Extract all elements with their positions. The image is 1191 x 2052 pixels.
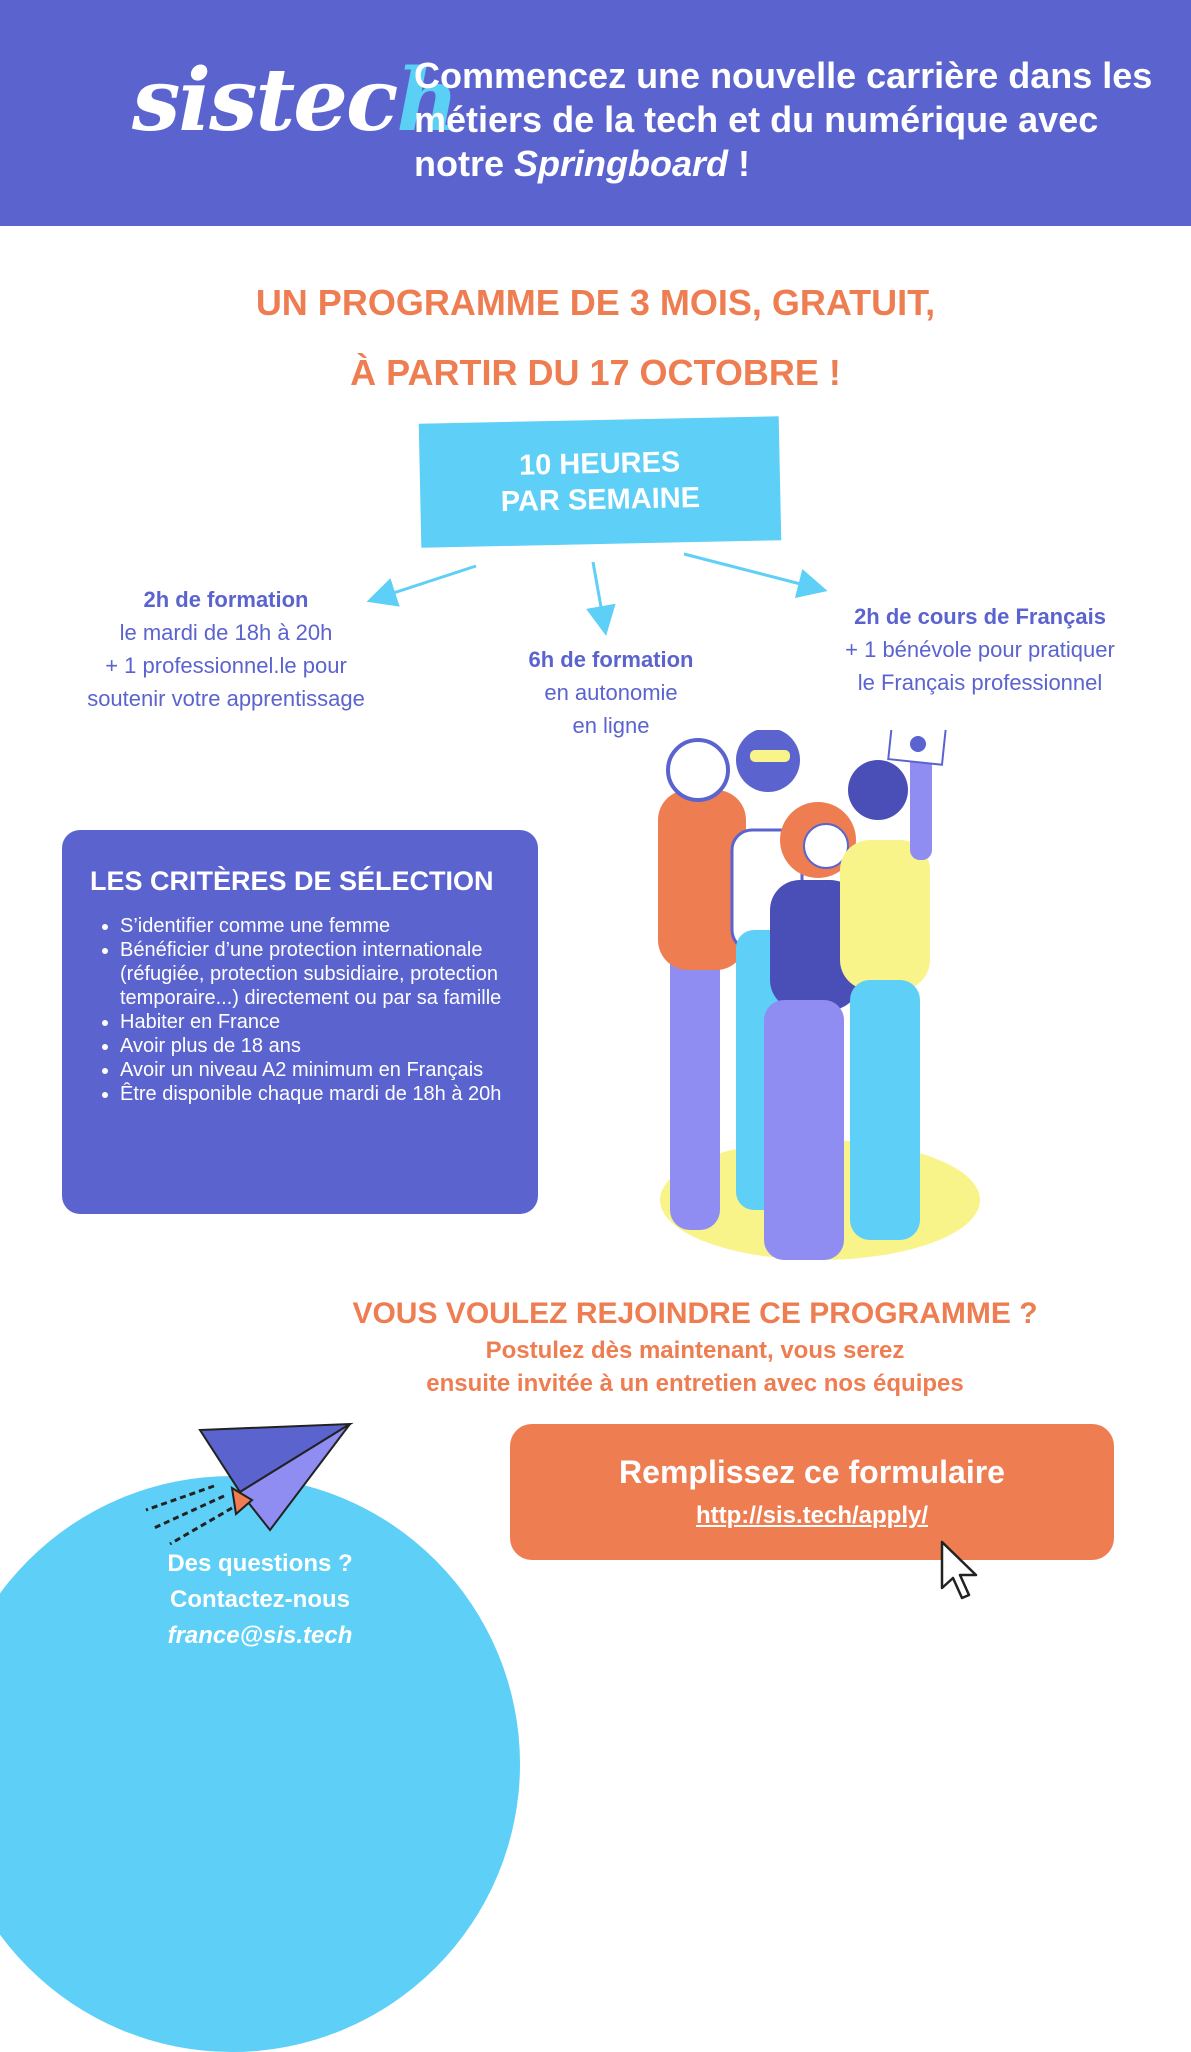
arrow-middle <box>593 562 604 624</box>
column-left-line1: le mardi de 18h à 20h <box>119 620 333 645</box>
hours-line1: 10 HEURES <box>518 446 681 482</box>
join-subtitle <box>290 1334 1100 1400</box>
column-right-line2: le Français professionnel <box>857 670 1103 695</box>
contact-line2: Contactez-nous <box>170 1586 350 1613</box>
criteria-item: • Être disponible chaque mardi de 18h à 20h <box>120 1082 540 1106</box>
criteria-item: • Bénéficier d’une protection internationale (réfugiée, protection subsidiaire, protection temporaire...) directement ou par sa famille <box>120 938 540 1010</box>
criteria-item: • Habiter en France <box>120 1010 540 1034</box>
program-title-line2: À PARTIR DU 17 OCTOBRE ! <box>350 352 841 393</box>
column-middle-line1: en autonomie <box>544 680 678 705</box>
program-title-line1: UN PROGRAMME DE 3 MOIS, GRATUIT, <box>255 282 936 323</box>
column-right <box>800 600 1160 699</box>
column-left-line3: soutenir votre apprentissage <box>87 686 365 711</box>
form-url-link[interactable]: http://sis.tech/apply/ <box>695 1502 929 1529</box>
criteria-item: • Avoir un niveau A2 minimum en Français <box>120 1058 540 1082</box>
join-title: VOUS VOULEZ REJOINDRE CE PROGRAMME ? <box>352 1297 1038 1330</box>
join-sub-line1: Postulez dès maintenant, vous serez <box>485 1337 905 1364</box>
join-sub-line2: ensuite invitée à un entretien avec nos équipes <box>426 1370 964 1397</box>
form-button-label: Remplissez ce formulaire <box>619 1454 1005 1490</box>
paper-plane-icon <box>140 1420 360 1550</box>
header-title-emphasis: Springboard <box>514 143 729 184</box>
column-middle-title: 6h de formation <box>528 647 694 672</box>
criteria-list <box>92 914 540 1106</box>
logo-main-text: sistec <box>132 50 397 151</box>
cursor-icon <box>938 1540 982 1602</box>
form-button[interactable] <box>510 1424 1114 1560</box>
logo-accent-text: h <box>396 50 457 151</box>
criteria-item: • S’identifier comme une femme <box>120 914 540 938</box>
criteria-item: • Avoir plus de 18 ans <box>120 1034 540 1058</box>
contact-email-link[interactable]: france@sis.tech <box>167 1622 353 1649</box>
column-left <box>56 583 396 715</box>
header-title-text: Commencez une nouvelle carrière dans les métiers de la tech et du numérique avec notre <box>414 55 1153 184</box>
column-middle-line2: en ligne <box>572 713 650 738</box>
criteria-title: LES CRITÈRES DE SÉLECTION <box>90 866 494 896</box>
women-group-illustration <box>640 730 1020 1270</box>
contact-block <box>110 1546 410 1654</box>
contact-line1: Des questions ? <box>167 1550 353 1577</box>
arrow-right <box>684 554 816 588</box>
column-middle <box>490 643 732 742</box>
column-left-title: 2h de formation <box>143 587 309 612</box>
header-title-end: ! <box>728 143 751 184</box>
column-left-line2: + 1 professionnel.le pour <box>105 653 347 678</box>
column-right-line1: + 1 bénévole pour pratiquer <box>845 637 1115 662</box>
column-right-title: 2h de cours de Français <box>854 604 1106 629</box>
hours-line2: PAR SEMAINE <box>500 481 701 519</box>
